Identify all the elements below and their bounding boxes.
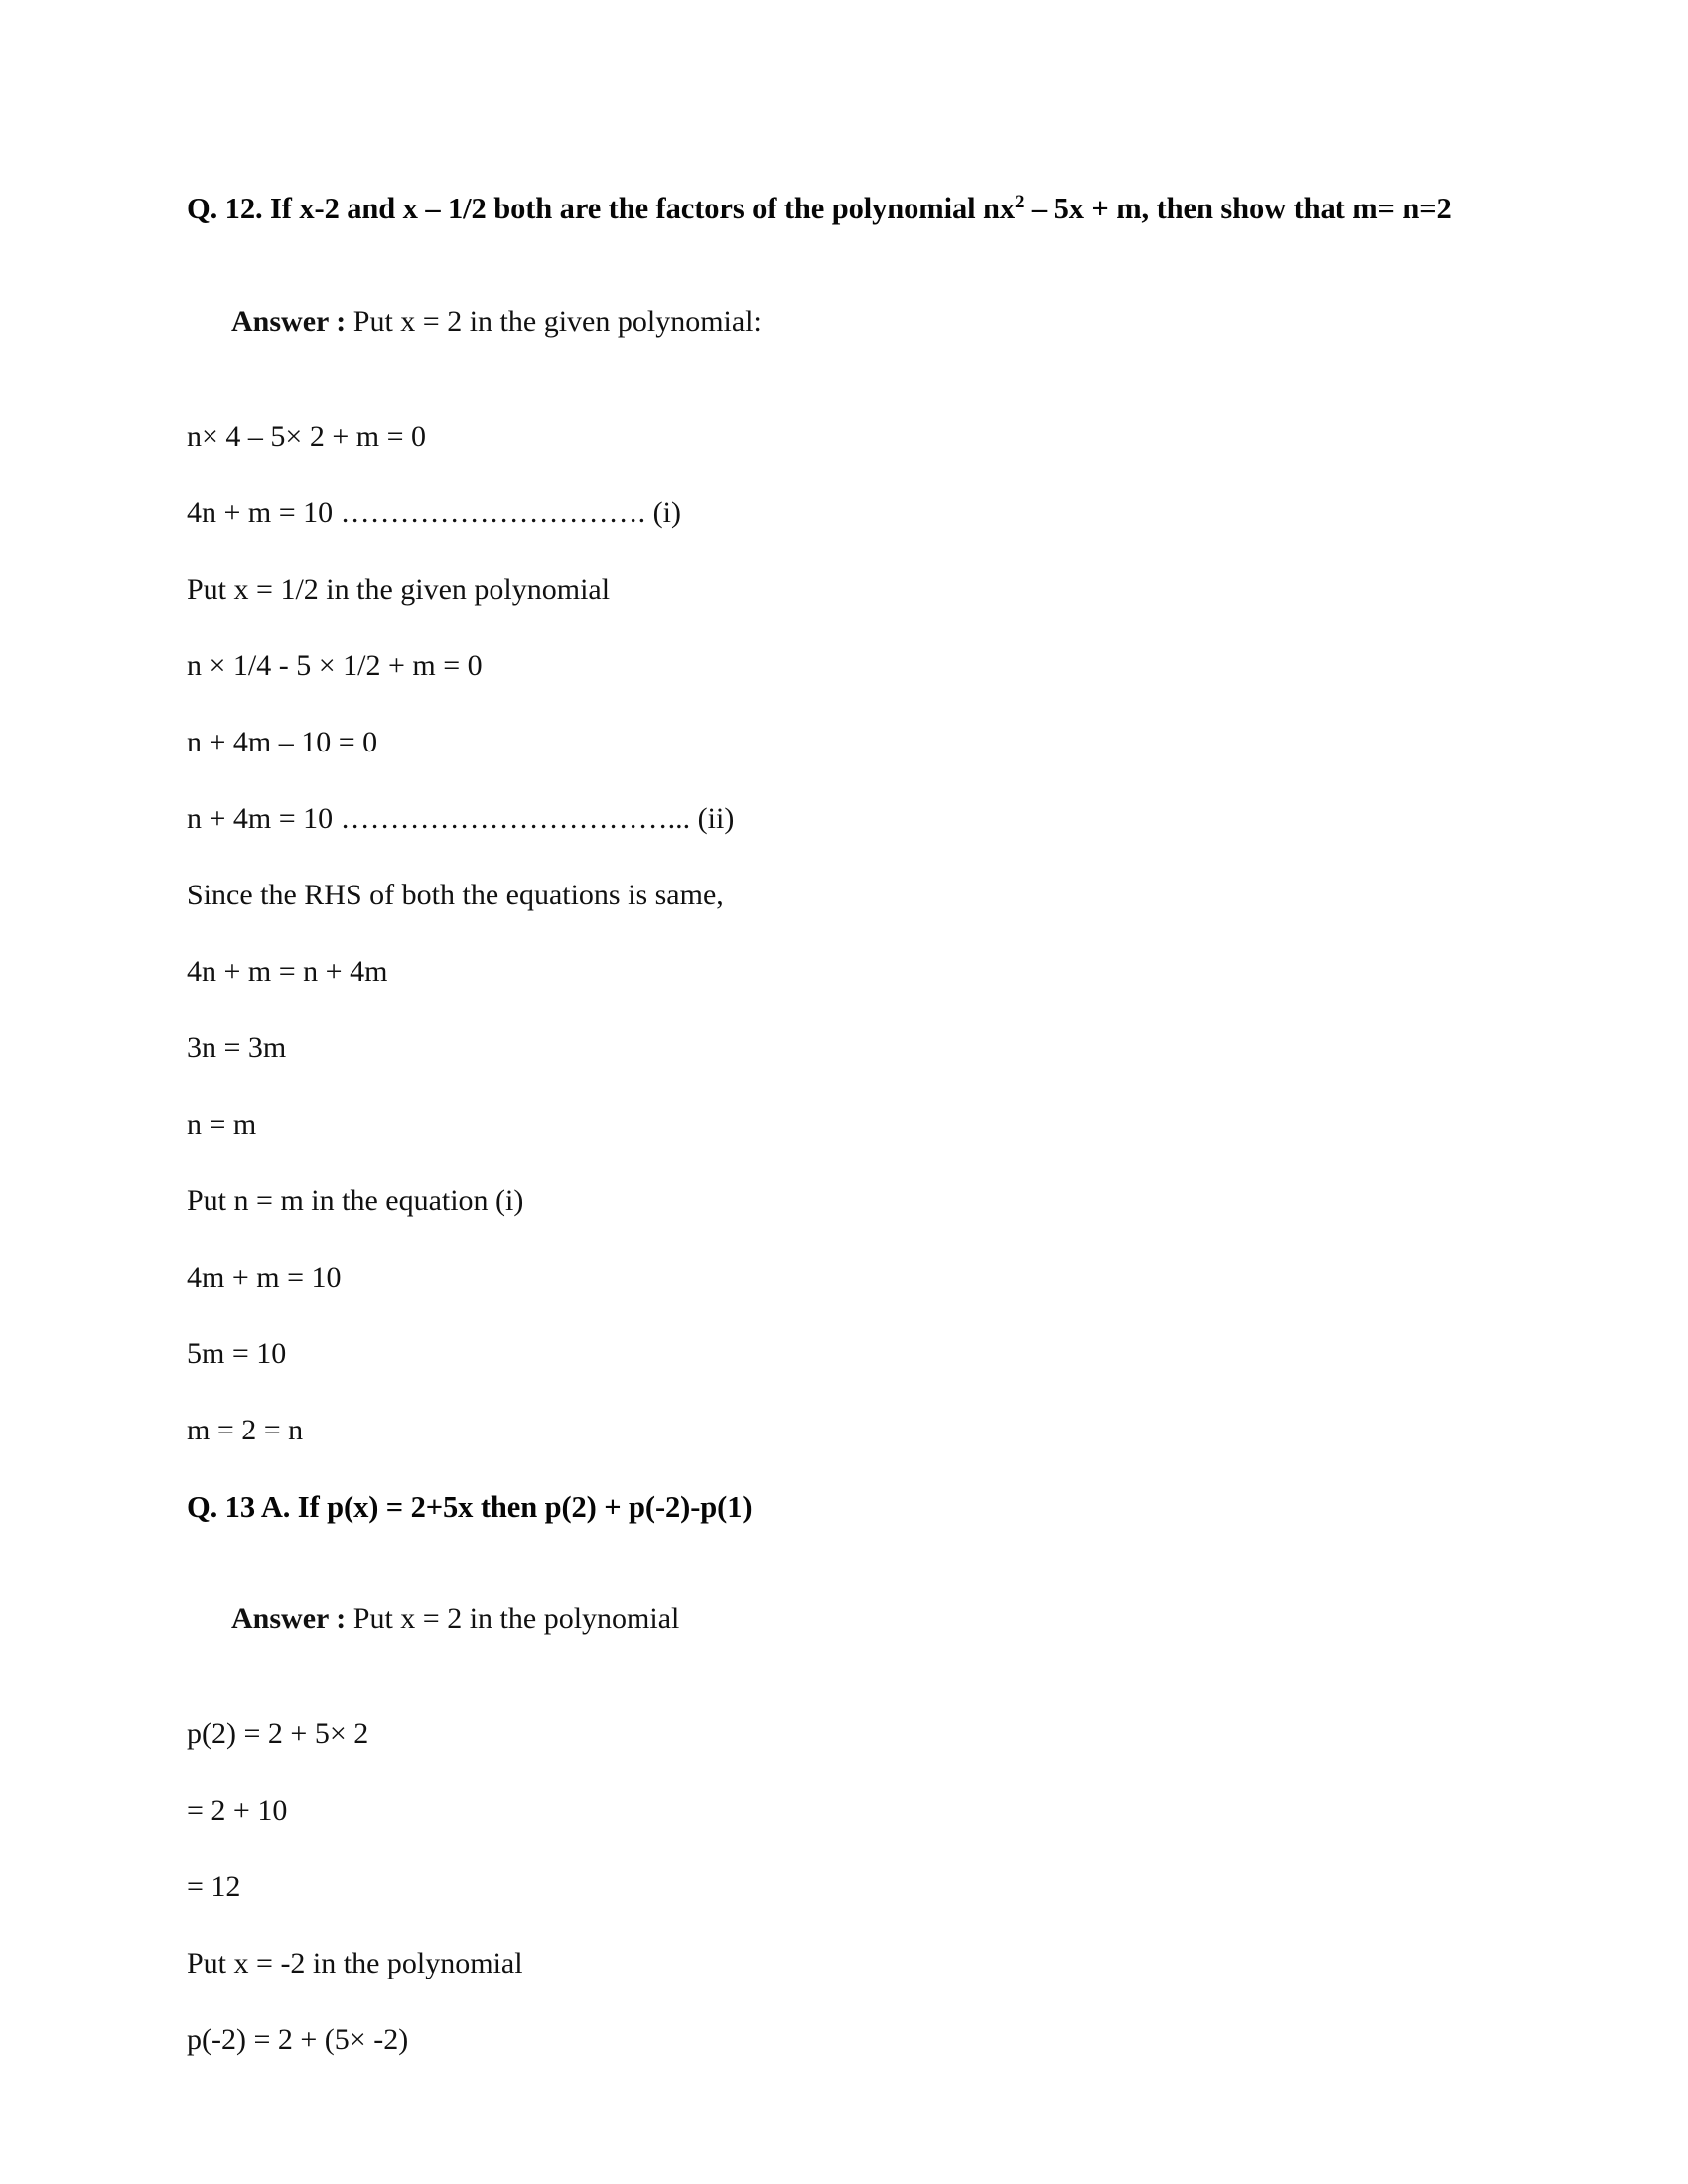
step-line: n× 4 – 5× 2 + m = 0 bbox=[187, 419, 427, 453]
step-line: = 2 + 10 bbox=[187, 1794, 288, 1828]
step-line: n = m bbox=[187, 1107, 257, 1141]
step-line: n + 4m = 10 ……………………………... (ii) bbox=[187, 801, 735, 835]
step-line: Since the RHS of both the equations is same, bbox=[187, 878, 724, 911]
question-number-q12: Q. 12. bbox=[187, 192, 271, 225]
answer-label-q13a: Answer : bbox=[231, 1602, 353, 1636]
step-line: p(2) = 2 + 5× 2 bbox=[187, 1717, 369, 1751]
step-line: 4m + m = 10 bbox=[187, 1260, 342, 1294]
question-number-q13a: Q. 13 A. bbox=[187, 1489, 298, 1524]
step-line: 5m = 10 bbox=[187, 1336, 287, 1370]
answer-line-q13a bbox=[187, 1561, 1477, 1677]
step-line: m = 2 = n bbox=[187, 1413, 304, 1446]
answer-first-line-q13a: Put x = 2 in the polynomial bbox=[352, 1602, 680, 1636]
step-line: p(-2) = 2 + (5× -2) bbox=[187, 2023, 409, 2057]
step-line: 3n = 3m bbox=[187, 1030, 287, 1064]
question-heading-q12 bbox=[187, 189, 1477, 229]
answer-label-q12: Answer : bbox=[231, 304, 353, 338]
answer-line-q12 bbox=[187, 263, 1477, 379]
step-line: 4n + m = n + 4m bbox=[187, 954, 388, 988]
step-line: Put x = 1/2 in the given polynomial bbox=[187, 572, 611, 606]
step-line: Put n = m in the equation (i) bbox=[187, 1183, 524, 1217]
step-line: n + 4m – 10 = 0 bbox=[187, 725, 378, 758]
step-line: n × 1/4 - 5 × 1/2 + m = 0 bbox=[187, 648, 483, 682]
question-heading-q13a bbox=[187, 1487, 1477, 1528]
question-text-q13a: If p(x) = 2+5x then p(2) + p(-2)-p(1) bbox=[297, 1489, 753, 1524]
document-content bbox=[187, 189, 1477, 2059]
step-line: 4n + m = 10 …………………………. (i) bbox=[187, 495, 681, 529]
step-line: Put x = -2 in the polynomial bbox=[187, 1947, 523, 1980]
exponent-q12: 2 bbox=[1015, 191, 1025, 212]
answer-first-line-q12: Put x = 2 in the given polynomial: bbox=[352, 304, 762, 338]
question-text-q12-part2: – 5x + m, then show that m= n=2 bbox=[1024, 192, 1452, 225]
question-text-q12-part1: If x-2 and x – 1/2 both are the factors of the polynomial nx bbox=[270, 192, 1016, 225]
step-line: = 12 bbox=[187, 1870, 241, 1904]
